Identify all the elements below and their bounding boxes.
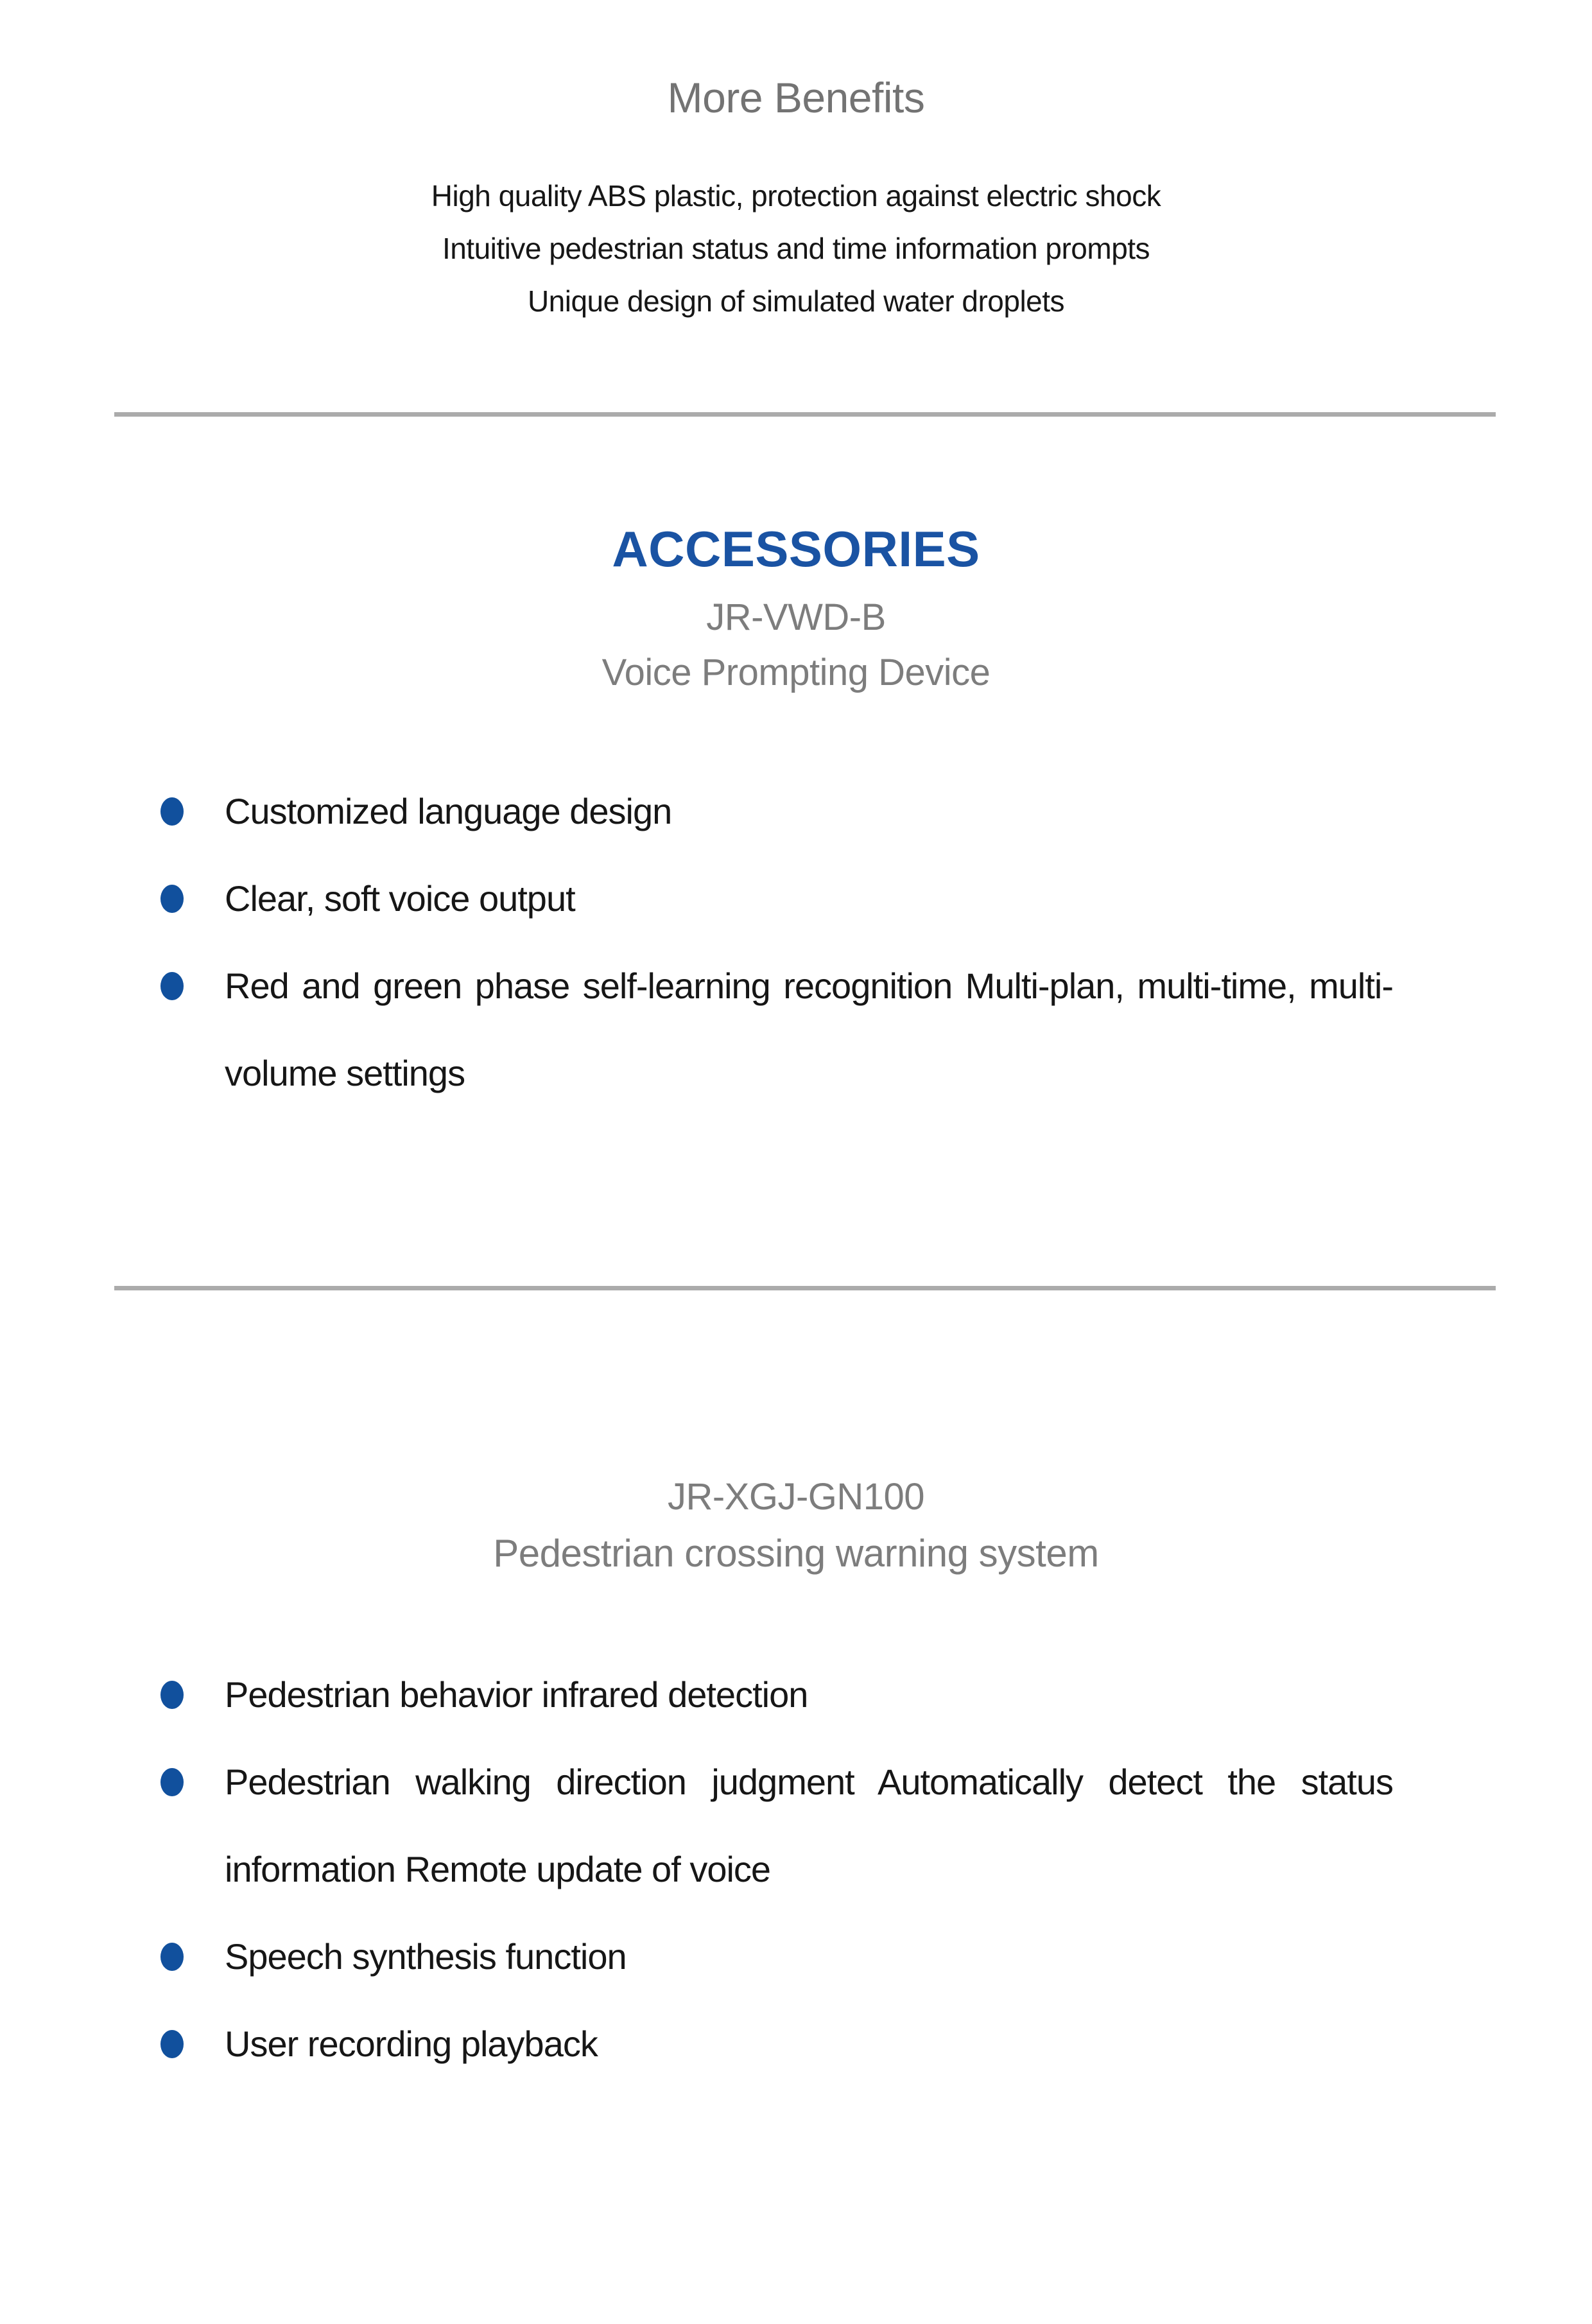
feature-item — [160, 2000, 1393, 2088]
accessories-model: JR-VWD-B — [706, 596, 886, 638]
bullet-icon — [160, 885, 184, 913]
bullet-icon — [160, 1943, 184, 1971]
feature-item — [160, 1651, 1393, 1739]
benefit-line: High quality ABS plastic, protection against electric shock — [431, 179, 1161, 212]
section-divider — [114, 412, 1496, 417]
feature-item — [160, 942, 1393, 1117]
feature-text: Clear, soft voice output — [225, 878, 575, 919]
accessories-section — [0, 519, 1592, 1117]
accessories-product: Voice Prompting Device — [601, 652, 991, 693]
bullet-icon — [160, 972, 184, 1000]
warning-system-section — [0, 1470, 1592, 2088]
bullet-icon — [160, 2030, 184, 2058]
feature-text: Speech synthesis function — [225, 1936, 627, 1977]
more-benefits-title: More Benefits — [667, 74, 925, 121]
accessories-title: ACCESSORIES — [612, 521, 980, 577]
benefit-line: Intuitive pedestrian status and time information prompts — [442, 232, 1150, 265]
bullet-icon — [160, 1681, 184, 1709]
feature-text: User recording playback — [225, 2024, 598, 2064]
feature-text: Red and green phase self-learning recognition Multi-plan, multi-time, multi-volume settings — [225, 966, 1393, 1093]
document-page — [0, 72, 1592, 2324]
benefit-line: Unique design of simulated water droplets — [527, 284, 1065, 318]
feature-text: Pedestrian walking direction judgment Automatically detect the status information Remote update of voice — [225, 1762, 1393, 1889]
feature-item — [160, 1739, 1393, 1913]
warning-system-product: Pedestrian crossing warning system — [493, 1532, 1099, 1575]
warning-system-feature-list — [0, 1651, 1592, 2088]
feature-item — [160, 768, 1393, 855]
benefits-paragraph — [0, 169, 1592, 327]
bullet-icon — [160, 1768, 184, 1796]
feature-item — [160, 1913, 1393, 2000]
section-divider — [114, 1286, 1496, 1290]
feature-text: Pedestrian behavior infrared detection — [225, 1674, 808, 1715]
more-benefits-section — [0, 72, 1592, 327]
accessories-feature-list — [0, 768, 1592, 1117]
feature-item — [160, 855, 1393, 942]
warning-system-model: JR-XGJ-GN100 — [667, 1476, 925, 1518]
bullet-icon — [160, 797, 184, 826]
feature-text: Customized language design — [225, 791, 672, 831]
